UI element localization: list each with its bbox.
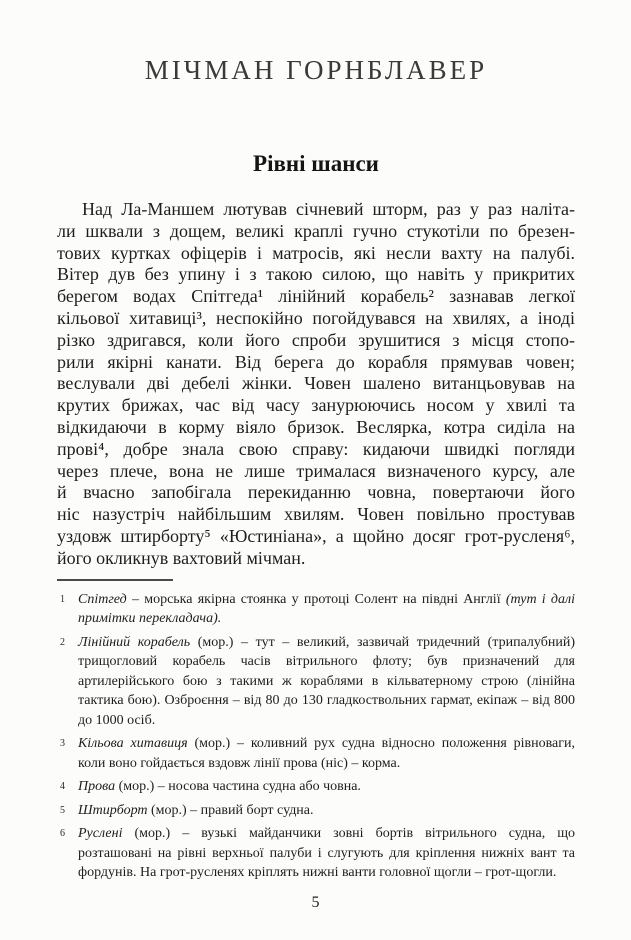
footnote-term: Лінійний корабель: [78, 634, 191, 650]
footnote-marker: 2: [60, 636, 65, 648]
body-line: берегом водах Спітгеда¹ лінійний корабель² зазнавав легкої: [57, 286, 575, 307]
footnote: [57, 633, 575, 731]
footnote: [57, 801, 575, 821]
body-line: уздовж штирборту⁵ «Юстиніана», а щойно досяг грот-русленя⁶,: [57, 525, 575, 546]
body-line: його окликнув вахтовий мічман.: [57, 547, 306, 568]
footnote: [57, 824, 575, 883]
footnote-marker: 5: [60, 804, 65, 816]
text-block: [57, 0, 575, 887]
body-line: тових куртках офіцерів і матросів, які несли вахту на палубі.: [57, 242, 575, 263]
book-title: МІЧМАН ГОРНБЛАВЕР: [144, 55, 488, 85]
footnote: [57, 734, 575, 773]
footnote-term: Штирборт: [78, 802, 148, 818]
footnote-text: (мор.) – коливний рух судна відносно положення рівноваги, коли воно гойдається вздовж лінії прова (ніс) – корма.: [78, 736, 575, 771]
footnote-term: Кільова хитавиця: [78, 736, 188, 752]
body-line: крутих брижах, час від часу занурюючись носом у хвилі та: [57, 395, 575, 416]
body-line: ли шквали з дощем, великі краплі гучно стукотіли по брезен-: [57, 220, 575, 241]
footnote-text: (мор.) – тут – великий, зазвичай тридечний (трипалубний) трищогловий корабель часів вітрильного флоту; був призначений для артилерійського бою з такими ж кораблями в кільватерному строю (лінійна тактика бою). Озброєння – від 80 до 130 гладкоствольних гармат, екіпаж – від 800 до 1000 осіб.: [78, 634, 575, 728]
body-line: веслували дві дебелі жінки. Човен шалено витанцьовував на: [57, 373, 575, 394]
body-line: через плече, вона не лише трималася визначеного курсу, але: [57, 460, 575, 481]
body-line: різко здригався, коли його спроби зрушитися з місця стопо-: [57, 329, 575, 350]
footnote-divider: [57, 579, 173, 581]
footnote-term: Прова: [78, 779, 116, 795]
footnote-term: Спітгед: [78, 591, 127, 607]
footnote: [57, 590, 575, 629]
chapter-title: Рівні шанси: [253, 151, 379, 176]
footnote-marker: 6: [60, 828, 65, 840]
body-line: рили якірні канати. Від берега до корабля прямував човен;: [57, 351, 575, 372]
footnote-marker: 3: [60, 738, 65, 750]
footnote-text: (мор.) – носова частина судна або човна.: [115, 779, 361, 795]
footnote-text: – морська якірна стоянка у протоці Солент на півдні Англії: [126, 591, 506, 607]
body-line: прові⁴, добре знала свою справу: кидаючи швидкі погляди: [57, 438, 575, 459]
footnote-marker: 1: [60, 593, 65, 605]
paragraph: [57, 199, 575, 570]
footnote-text: (мор.) – правий борт судна.: [147, 802, 314, 818]
footnote-term: Руслені: [78, 826, 123, 842]
footnote-marker: 4: [60, 781, 65, 793]
footnotes: [57, 590, 575, 883]
footnote-text: (мор.) – вузькі майданчики зовні бортів вітрильного судна, що розташовані на рівні верхньої палуби і слугують для кріплення нижніх вант та фордунів. На грот-русленях кріплять нижні ванти головної щогли – грот-щогли.: [78, 826, 575, 881]
page-number: 5: [311, 894, 320, 911]
footnote: [57, 777, 575, 797]
body-line: кільової хитавиці³, неспокійно погойдувався на хвилях, а іноді: [57, 307, 575, 328]
body-line: Над Ла-Маншем лютував січневий шторм, раз у раз наліта-: [82, 199, 575, 219]
body-line: Вітер дув без упину і з такою силою, що навіть у прикритих: [57, 264, 575, 285]
body-line: й вчасно запобігала перекиданню човна, повертаючи його: [57, 482, 575, 503]
body-line: ніс назустріч найбільшим хвилям. Човен повільно простував: [57, 504, 575, 525]
body-line: відкидаючи в корму віяло бризок. Веслярка, котра сиділа на: [57, 416, 575, 437]
footnote-tail: (тут і далі примітки перекладача).: [78, 591, 575, 627]
